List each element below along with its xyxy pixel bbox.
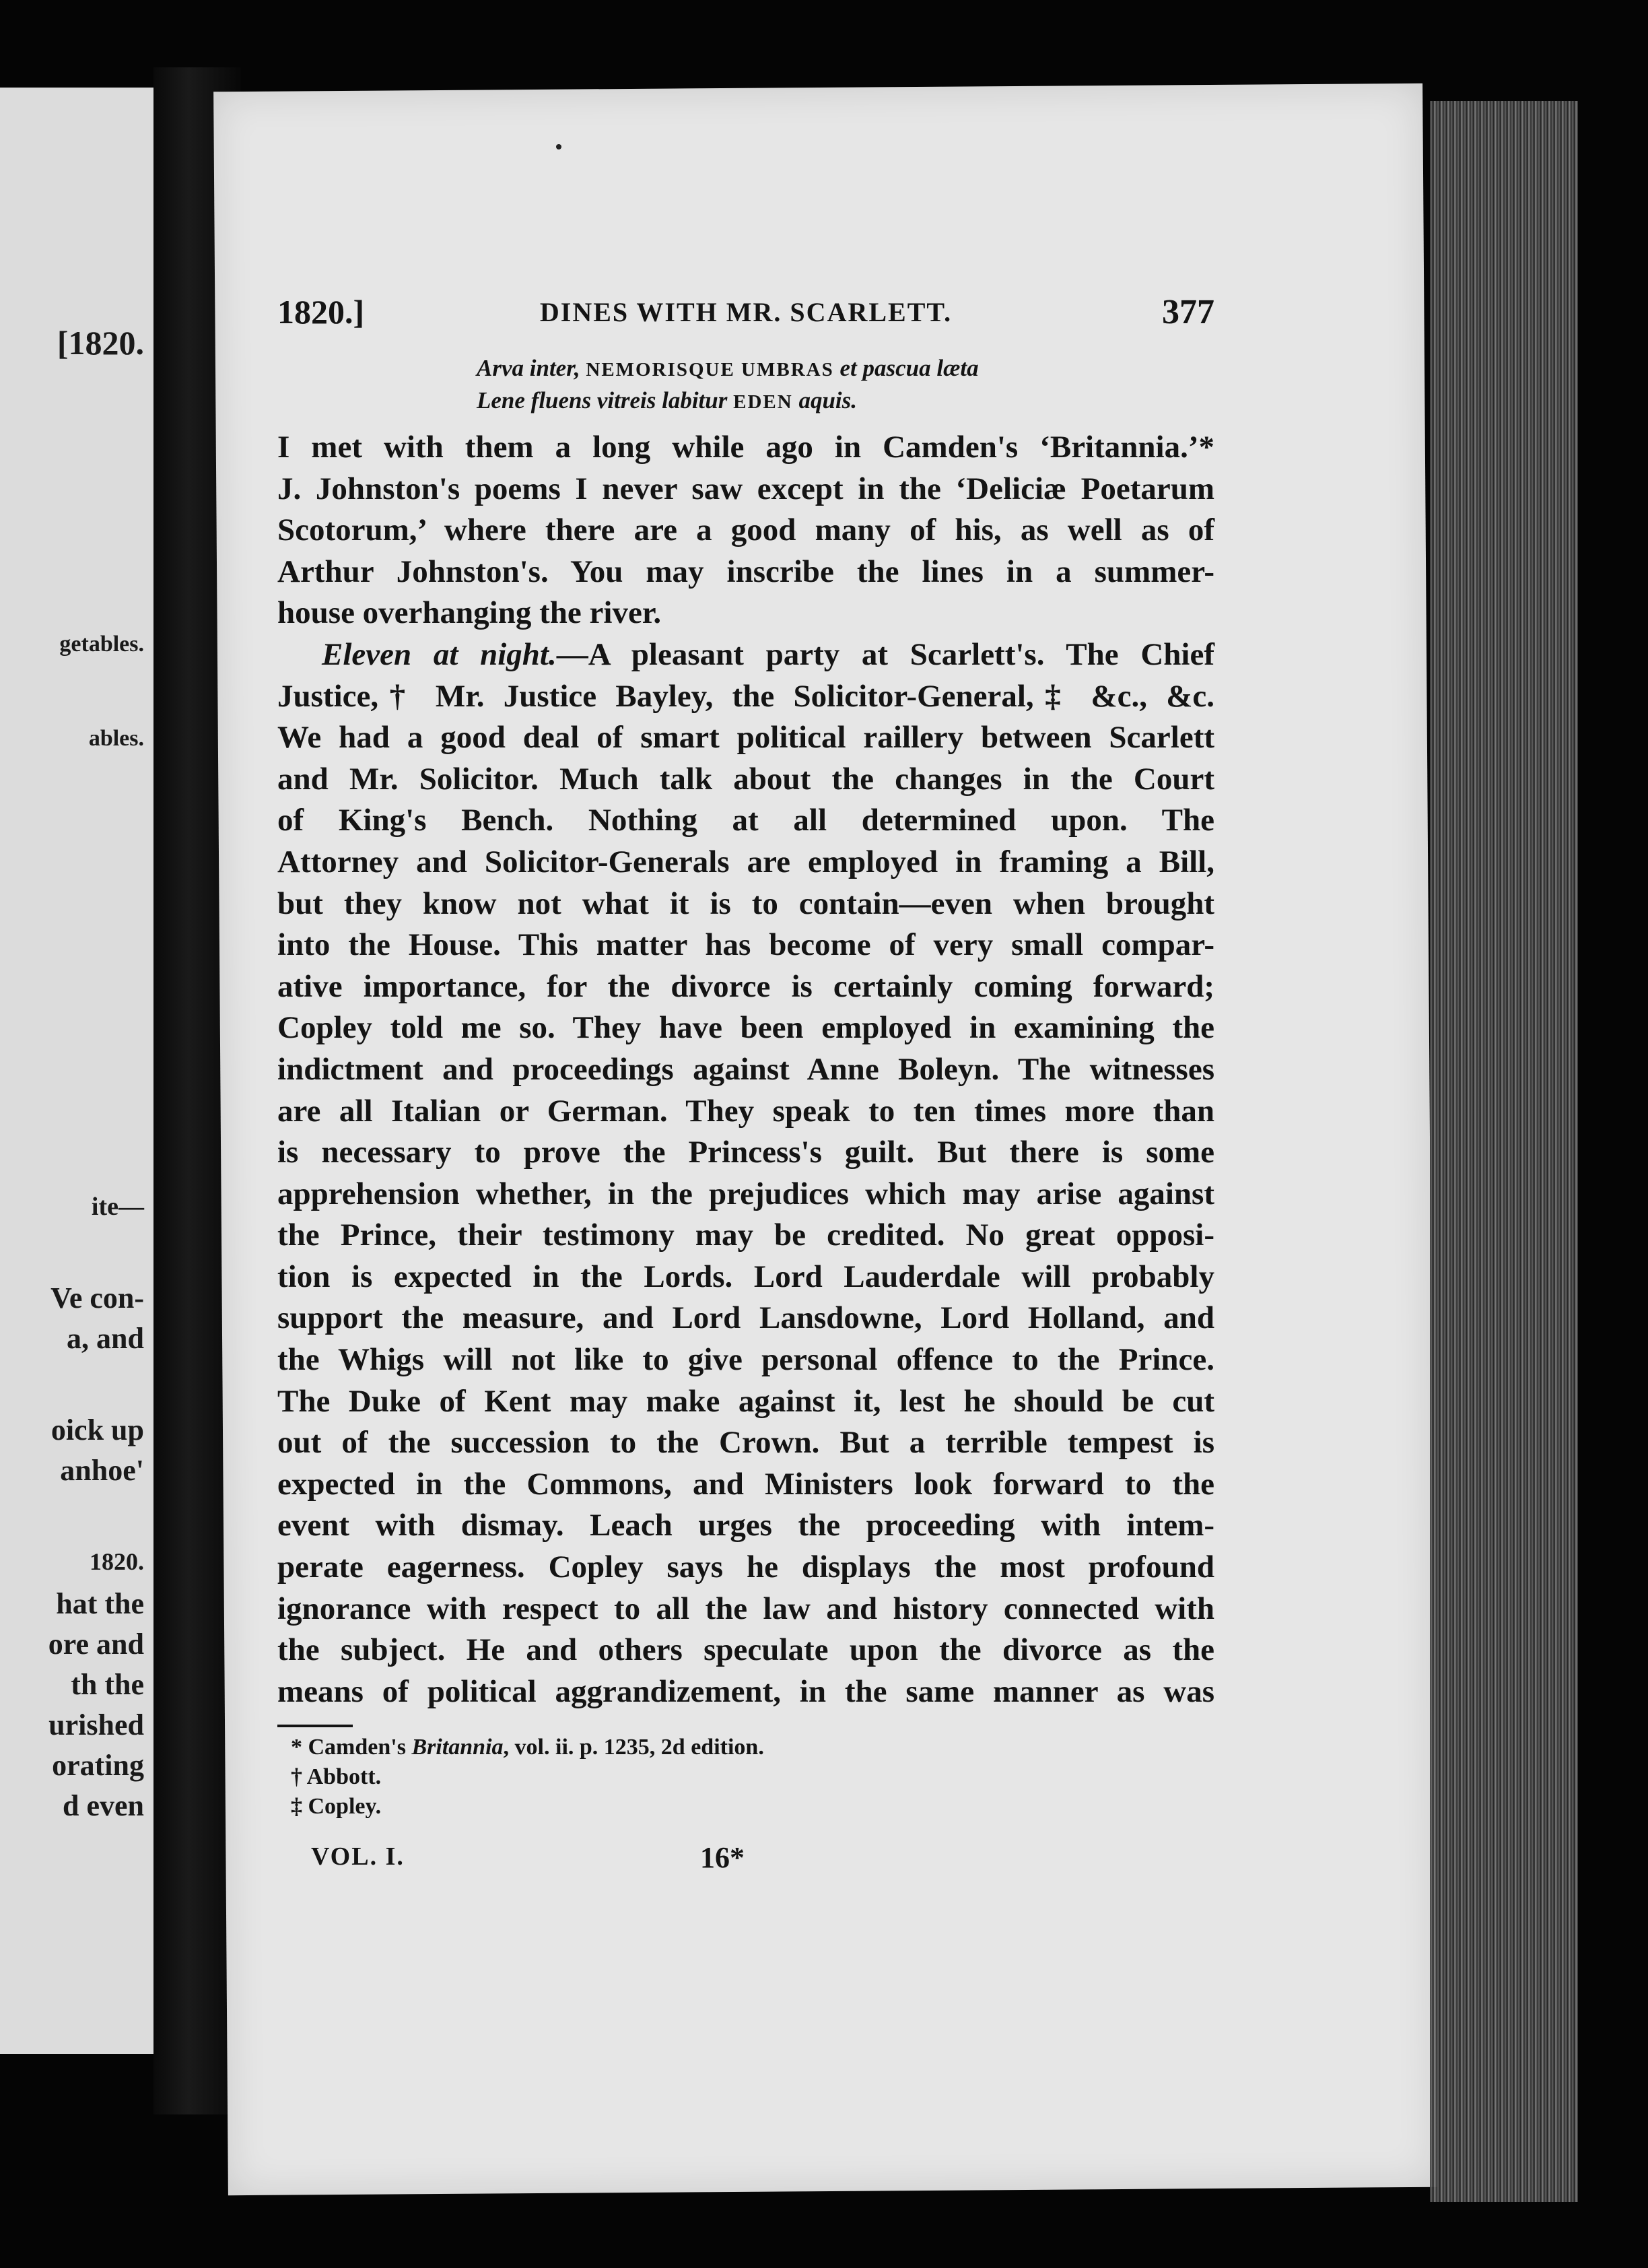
left-page-fragment: Ve con- (50, 1281, 144, 1314)
text-line: house overhanging the river. (277, 595, 662, 631)
latin-verse (477, 353, 1214, 418)
left-page-fragment: getables. (59, 632, 144, 657)
header-title: DINES WITH MR. SCARLETT. (539, 297, 953, 327)
text-line: are all Italian or German. They speak to ten times more than (277, 1093, 1214, 1129)
text-line: ative importance, for the divorce is certainly coming forward; (277, 968, 1214, 1004)
text-line: is necessary to prove the Princess's guilt. But there is some (277, 1135, 1214, 1170)
text-line: Scotorum,’ where there are a good many of his, as well as of (277, 512, 1214, 548)
text-line: expected in the Commons, and Ministers look forward to the (277, 1466, 1214, 1502)
verse-line (477, 385, 1214, 418)
text-run: —A pleasant party at Scarlett's. The Chief (556, 636, 1214, 672)
text-line (277, 634, 1214, 676)
left-page-fragment: ore and (48, 1628, 144, 1661)
footnote-text: Camden's (308, 1735, 412, 1760)
verse-text: et pascua læta (833, 355, 979, 381)
paragraph-2 (277, 634, 1214, 1712)
footnote-italic: Britannia (411, 1735, 504, 1760)
text-line: but they know not what it is to contain—even when brought (277, 886, 1214, 921)
text-line: out of the succession to the Crown. But a terrible tempest is (277, 1425, 1214, 1461)
footnote-rule (277, 1725, 353, 1727)
verse-text: Lene fluens vitreis labitur (477, 387, 734, 413)
footnote-abbott: † Abbott. (291, 1764, 382, 1790)
text-line: perate eagerness. Copley says he displays the most profound (277, 1549, 1214, 1585)
verse-small-caps: EDEN (733, 391, 793, 413)
left-page-fragment: d even (63, 1789, 144, 1822)
text-line: indictment and proceedings against Anne Boleyn. The witnesses (277, 1051, 1214, 1087)
text-line: Attorney and Solicitor-Generals are employed in framing a Bill, (277, 844, 1214, 879)
signature-mark: 16* (700, 1841, 745, 1875)
left-page-fragment: a, and (67, 1322, 144, 1355)
left-page-fragment: ite— (91, 1193, 144, 1221)
verse-text: aquis. (792, 387, 858, 413)
signature-line (277, 1835, 1214, 1875)
text-line: support the measure, and Lord Lansdowne, Lord Holland, and (277, 1300, 1214, 1336)
text-line: I met with them a long while ago in Camden's ‘Britannia.’* (277, 430, 1214, 465)
left-page-fragment: [1820. (57, 324, 144, 362)
page-number: 377 (1162, 293, 1214, 331)
text-line: the Whigs will not like to give personal offence to the Prince. (277, 1342, 1214, 1378)
text-line: into the House. This matter has become of very small compar- (277, 927, 1214, 963)
text-line: J. Johnston's poems I never saw except in the ‘Deliciæ Poetarum (277, 471, 1214, 506)
left-page-fragment: anhoe' (60, 1454, 144, 1487)
text-line: and Mr. Solicitor. Much talk about the changes in the Court (277, 761, 1214, 797)
text-line: Justice,† Mr. Justice Bayley, the Solicitor-General,‡ &c., &c. (277, 678, 1214, 714)
text-line: apprehension whether, in the prejudices which may arise against (277, 1176, 1214, 1211)
left-page-fragment: 1820. (90, 1548, 144, 1575)
left-page-fragment: th the (71, 1668, 144, 1701)
text-line: Copley told me so. They have been employed in examining the (277, 1010, 1214, 1046)
left-facing-page (0, 88, 153, 2054)
text-line: ignorance with respect to all the law and history connected with (277, 1591, 1214, 1626)
verse-small-caps: NEMORISQUE UMBRAS (586, 359, 834, 380)
left-page-fragment: urished (48, 1708, 144, 1741)
left-page-fragment: ables. (88, 726, 144, 751)
volume-label: VOL. I. (311, 1842, 405, 1871)
footnote-copley: ‡ Copley. (291, 1794, 382, 1820)
text-line: The Duke of Kent may make against it, lest he should be cut (277, 1383, 1214, 1419)
paragraph-1 (277, 427, 1214, 634)
text-line: the Prince, their testimony may be credited. No great opposi- (277, 1218, 1214, 1253)
text-line: Arthur Johnston's. You may inscribe the lines in a summer- (277, 554, 1214, 589)
text-line: of King's Bench. Nothing at all determined upon. The (277, 803, 1214, 838)
left-page-fragment: oick up (50, 1413, 144, 1446)
left-page-fragment: orating (52, 1749, 144, 1782)
footnote-camden (277, 1733, 1214, 1762)
page-text (277, 292, 1214, 1875)
footnote-mark: * (291, 1735, 302, 1760)
page-edges (1430, 101, 1578, 2202)
verse-line (477, 353, 1214, 385)
text-line: tion is expected in the Lords. Lord Lauderdale will probably (277, 1259, 1214, 1294)
text-line: the subject. He and others speculate upon the divorce as the (277, 1632, 1214, 1668)
verse-text: Arva inter, (477, 355, 586, 381)
running-header (277, 292, 1214, 346)
header-year: 1820.] (277, 293, 365, 331)
text-line: event with dismay. Leach urges the proceeding with intem- (277, 1508, 1214, 1543)
text-line: We had a good deal of smart political raillery between Scarlett (277, 720, 1214, 756)
entry-time-italic: Eleven at night. (322, 636, 557, 672)
print-speck (556, 144, 561, 149)
footnote-text: , vol. ii. p. 1235, 2d edition. (503, 1735, 764, 1760)
text-line: means of political aggrandizement, in the same manner as was (277, 1673, 1214, 1709)
left-page-fragment: hat the (56, 1587, 144, 1620)
